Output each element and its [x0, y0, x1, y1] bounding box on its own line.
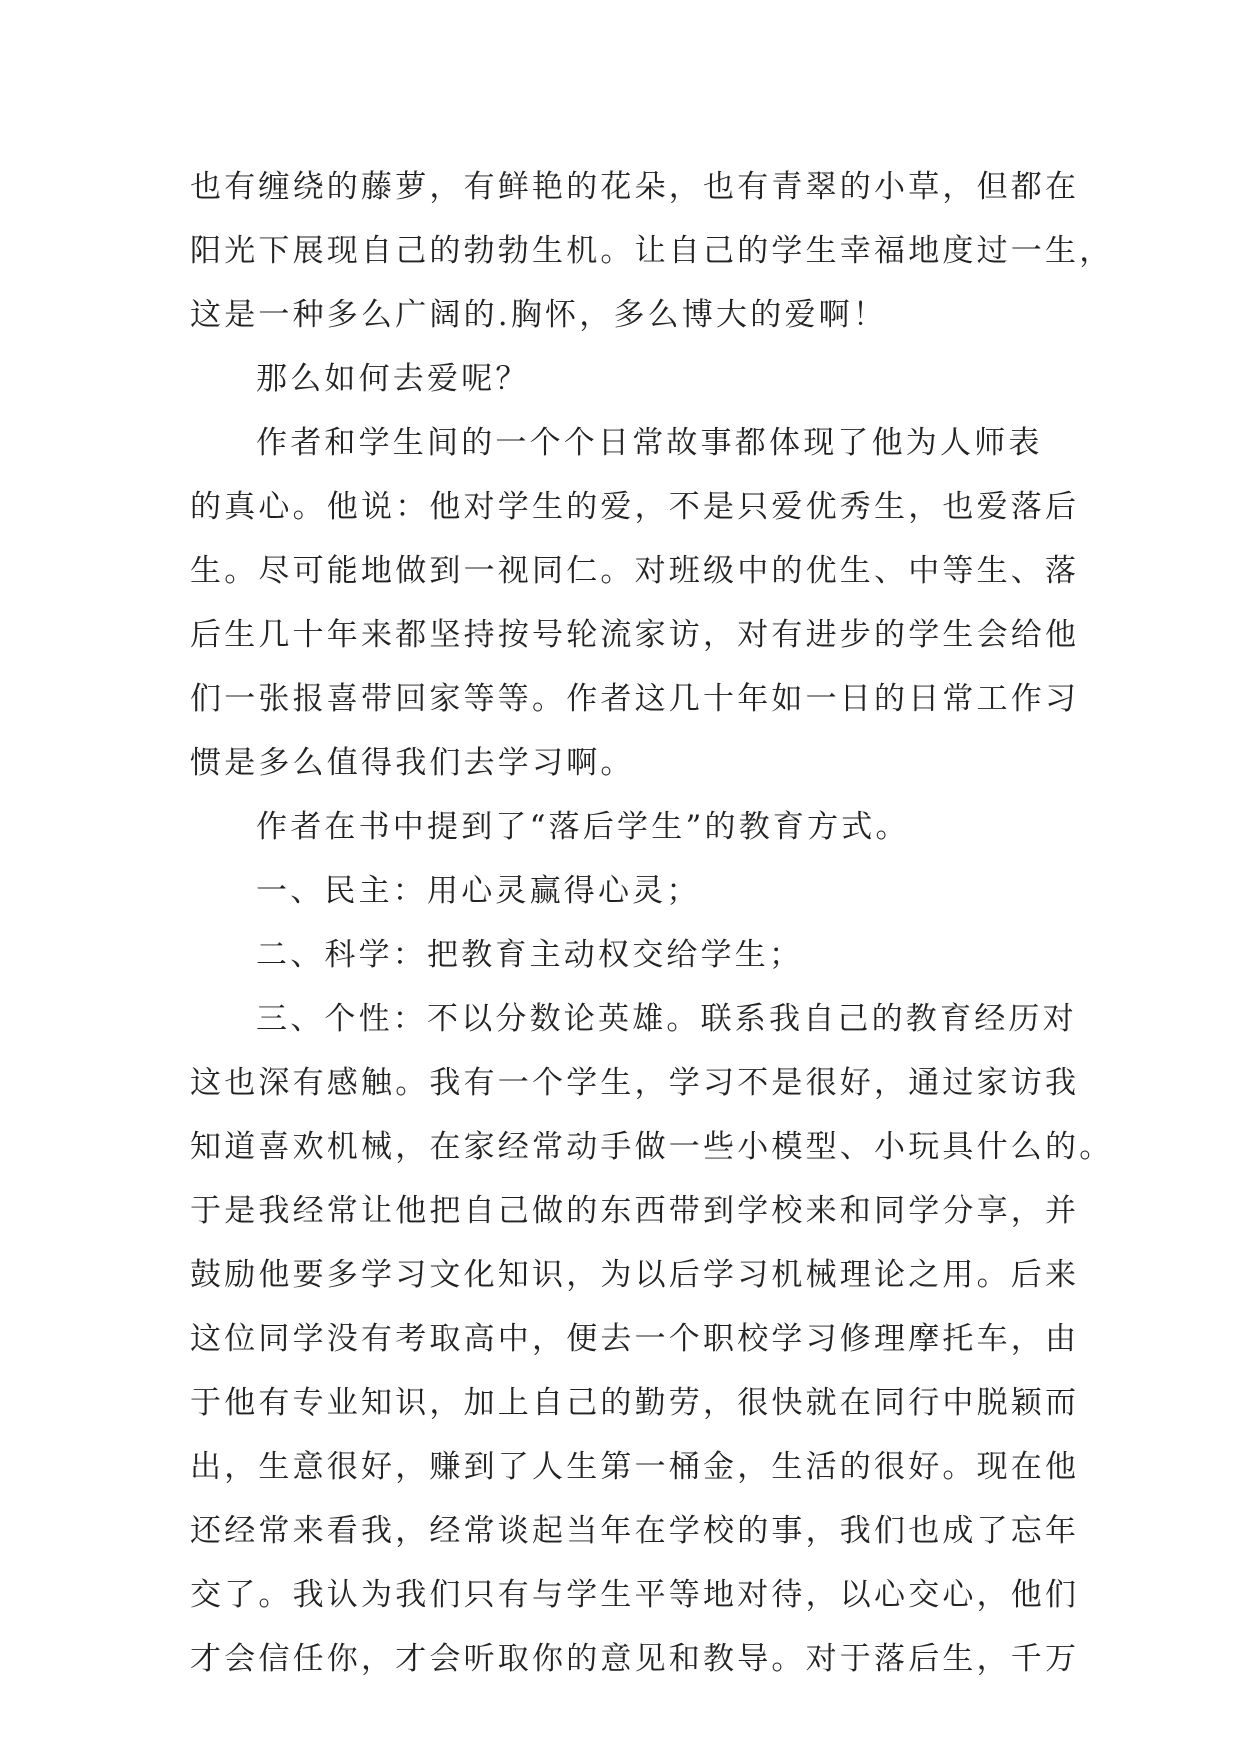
text-line: 后生几十年来都坚持按号轮流家访，对有进步的学生会给他: [190, 617, 1080, 653]
text-line: 这是一种多么广阔的.胸怀，多么博大的爱啊！: [190, 297, 888, 333]
text-line: 作者和学生间的一个个日常故事都体现了他为人师表: [256, 425, 1043, 461]
text-line: 惯是多么值得我们去学习啊。: [190, 745, 635, 781]
text-line: 这位同学没有考取高中，便去一个职校学习修理摩托车，由: [190, 1321, 1080, 1357]
text-line: 也有缠绕的藤萝，有鲜艳的花朵，也有青翠的小草，但都在: [190, 169, 1080, 205]
text-line: 们一张报喜带回家等等。作者这几十年如一日的日常工作习: [190, 681, 1080, 717]
text-line: 鼓励他要多学习文化知识，为以后学习机械理论之用。后来: [190, 1257, 1080, 1293]
text-line: 于他有专业知识，加上自己的勤劳，很快就在同行中脱颖而: [190, 1385, 1080, 1421]
text-line: 才会信任你，才会听取你的意见和教导。对于落后生，千万: [190, 1641, 1080, 1677]
text-line: 还经常来看我，经常谈起当年在学校的事，我们也成了忘年: [190, 1513, 1080, 1549]
text-line: 那么如何去爱呢？: [256, 361, 530, 397]
body-text: [190, 155, 1114, 1691]
text-line: 出，生意很好，赚到了人生第一桶金，生活的很好。现在他: [190, 1449, 1080, 1485]
text-line: 作者在书中提到了“落后学生”的教育方式。: [256, 809, 910, 845]
text-line: 的真心。他说：他对学生的爱，不是只爱优秀生，也爱落后: [190, 489, 1080, 525]
text-line: 交了。我认为我们只有与学生平等地对待，以心交心，他们: [190, 1577, 1080, 1613]
text-line: 一、民主：用心灵赢得心灵；: [256, 873, 701, 909]
text-line: 二、科学：把教育主动权交给学生；: [256, 937, 804, 973]
text-line: 这也深有感触。我有一个学生，学习不是很好，通过家访我: [190, 1065, 1080, 1101]
text-line: 知道喜欢机械，在家经常动手做一些小模型、小玩具什么的。: [190, 1129, 1114, 1165]
text-line: 于是我经常让他把自己做的东西带到学校来和同学分享，并: [190, 1193, 1080, 1229]
text-line: 三、个性：不以分数论英雄。联系我自己的教育经历对: [256, 1001, 1077, 1037]
text-line: 阳光下展现自己的勃勃生机。让自己的学生幸福地度过一生，: [190, 233, 1114, 269]
text-line: 生。尽可能地做到一视同仁。对班级中的优生、中等生、落: [190, 553, 1080, 589]
